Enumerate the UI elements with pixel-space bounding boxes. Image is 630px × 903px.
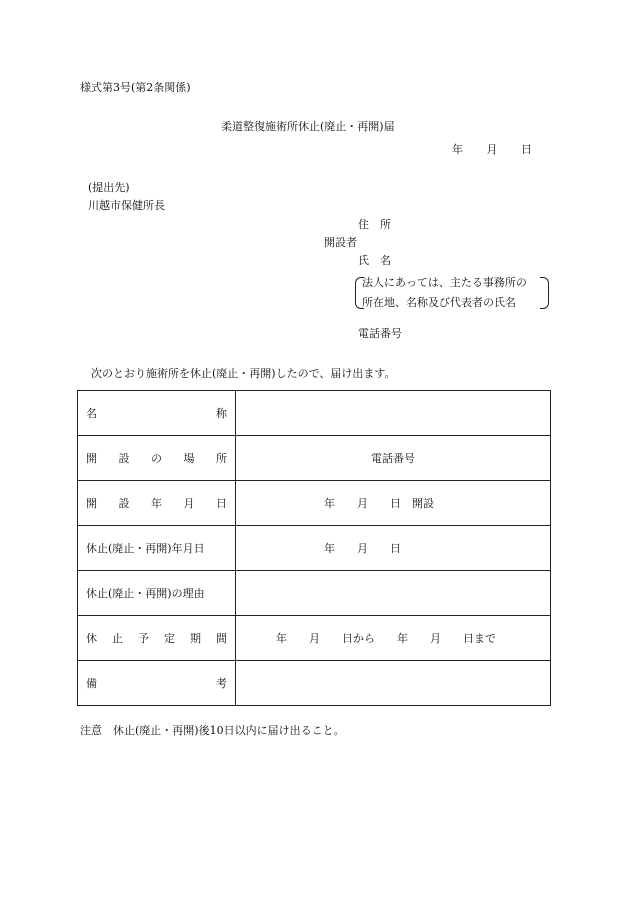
label-char: 場 bbox=[183, 452, 195, 465]
date-day: 日 bbox=[521, 143, 532, 156]
document-title: 柔道整復施術所休止(廃止・再開)届 bbox=[221, 120, 395, 133]
label-char: 間 bbox=[216, 632, 227, 645]
label-char: 開 bbox=[86, 452, 97, 465]
address-label: 住 所 bbox=[358, 218, 391, 231]
label-reason: 休止(廃止・再開)の理由 bbox=[78, 571, 236, 616]
label-char: 期 bbox=[190, 632, 201, 645]
label-char: 日 bbox=[216, 497, 227, 510]
corporate-note-line2: 所在地、名称及び代表者の氏名 bbox=[362, 296, 516, 309]
suspend-date-text: 年 月 日 bbox=[324, 542, 401, 555]
label-char: 称 bbox=[216, 407, 227, 420]
period-text: 年 月 日から 年 月 日まで bbox=[276, 632, 496, 645]
recipient-label: (提出先) bbox=[88, 181, 130, 194]
value-remarks[interactable] bbox=[236, 661, 551, 706]
label-suspend-date: 休止(廃止・再開)年月日 bbox=[78, 526, 236, 571]
open-date-text: 年 月 日 開設 bbox=[324, 497, 434, 510]
submission-date bbox=[452, 143, 532, 157]
opener-label: 開設者 bbox=[324, 236, 357, 249]
label-char: 休 bbox=[86, 632, 97, 645]
label-char: 年 bbox=[151, 497, 162, 510]
label-char: 止 bbox=[112, 632, 123, 645]
corporate-note-line1: 法人にあっては、主たる事務所の bbox=[362, 276, 527, 289]
table-row-period bbox=[78, 616, 551, 661]
label-char: 設 bbox=[118, 497, 130, 510]
value-reason[interactable] bbox=[236, 571, 551, 616]
label-remarks bbox=[78, 661, 236, 706]
label-location bbox=[78, 436, 236, 481]
notice-text: 注意 休止(廃止・再開)後10日以内に届け出ること。 bbox=[80, 724, 345, 737]
table-row-suspend-date bbox=[78, 526, 551, 571]
right-bracket bbox=[540, 277, 549, 309]
value-open-date[interactable] bbox=[236, 481, 551, 526]
label-char: の bbox=[151, 452, 162, 465]
intro-text: 次のとおり施術所を休止(廃止・再開)したので、届け出ます。 bbox=[91, 367, 396, 380]
table-row-open-date bbox=[78, 481, 551, 526]
label-char: 考 bbox=[216, 677, 227, 690]
label-char: 予 bbox=[138, 632, 149, 645]
name-label: 氏 名 bbox=[358, 254, 391, 267]
label-open-date bbox=[78, 481, 236, 526]
label-char: 定 bbox=[164, 632, 175, 645]
date-month: 月 bbox=[486, 143, 498, 156]
label-char: 備 bbox=[86, 677, 97, 690]
label-char: 所 bbox=[216, 452, 227, 465]
value-period[interactable] bbox=[236, 616, 551, 661]
value-suspend-date[interactable] bbox=[236, 526, 551, 571]
label-char: 設 bbox=[118, 452, 130, 465]
table-row-location bbox=[78, 436, 551, 481]
form-number: 様式第3号(第2条関係) bbox=[80, 81, 191, 94]
notification-table bbox=[77, 390, 551, 706]
label-period bbox=[78, 616, 236, 661]
label-char: 名 bbox=[86, 407, 97, 420]
table-row-remarks bbox=[78, 661, 551, 706]
value-name[interactable] bbox=[236, 391, 551, 436]
phone-label: 電話番号 bbox=[358, 327, 402, 340]
table-row-reason bbox=[78, 571, 551, 616]
value-location-phone[interactable]: 電話番号 bbox=[236, 436, 551, 481]
label-char: 開 bbox=[86, 497, 97, 510]
label-name bbox=[78, 391, 236, 436]
label-char: 月 bbox=[183, 497, 195, 510]
date-year: 年 bbox=[452, 143, 463, 156]
recipient-name: 川越市保健所長 bbox=[88, 199, 165, 212]
table-row-name bbox=[78, 391, 551, 436]
